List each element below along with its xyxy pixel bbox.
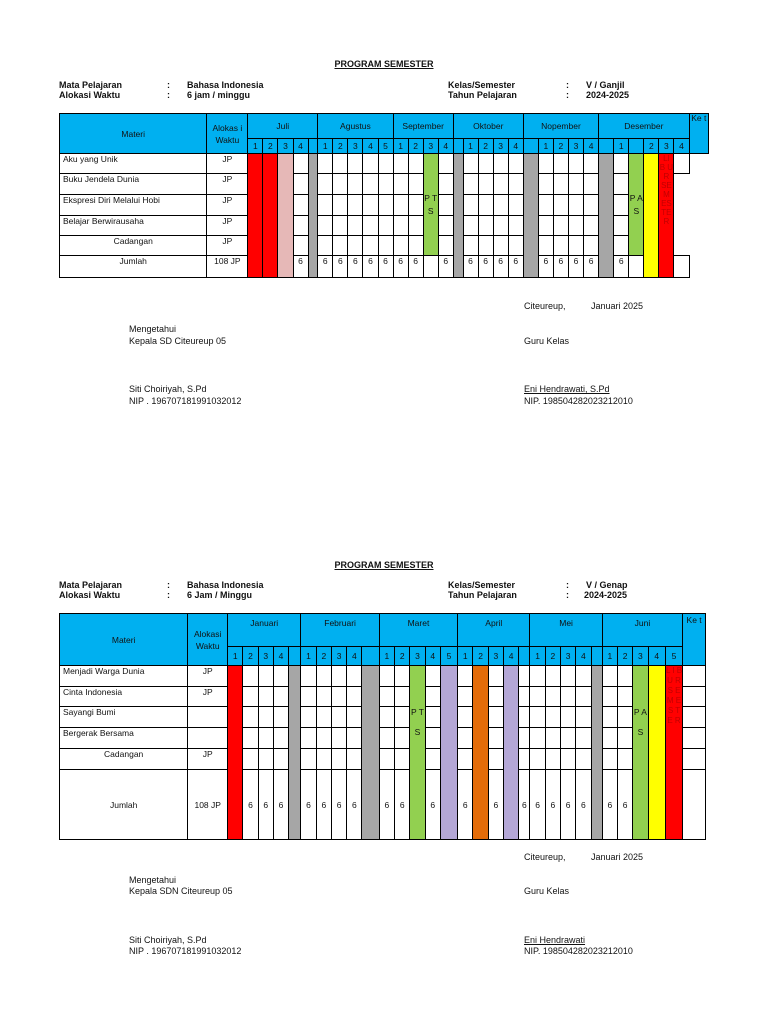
week-number: 3 <box>423 139 438 154</box>
week-number: 3 <box>493 139 508 154</box>
month-header: Oktober <box>453 114 523 139</box>
materi-cell: Cadangan <box>60 236 207 256</box>
colon: : <box>167 90 170 100</box>
table-row <box>60 154 709 174</box>
jumlah-label: Jumlah <box>60 770 188 840</box>
guru-nip-2: NIP. 198504282023212010 <box>524 946 633 956</box>
table-row <box>60 666 706 687</box>
place-date: Citeureup, <box>524 301 566 311</box>
table-row <box>60 749 706 770</box>
month-header: Agustus <box>318 114 393 139</box>
jp-cell: JP <box>207 174 248 195</box>
month-header: April <box>458 614 530 647</box>
alokasi-value-2: 6 Jam / Minggu <box>187 590 253 600</box>
pts-cell: P T S <box>410 666 425 840</box>
week-number: 1 <box>463 139 478 154</box>
month-header: Juli <box>248 114 318 139</box>
jp-cell <box>188 728 228 749</box>
jp-cell: JP <box>207 216 248 236</box>
month-header: Maret <box>379 614 457 647</box>
jp-cell <box>188 707 228 728</box>
week-number: 2 <box>644 139 659 154</box>
page-title-1: PROGRAM SEMESTER <box>334 59 434 69</box>
tahun-value-1: 2024-2025 <box>586 90 630 100</box>
kepala-nip: NIP . 196707181991032012 <box>129 396 242 406</box>
pts-cell: P T S <box>423 154 438 256</box>
colon: : <box>167 590 170 600</box>
materi-cell: Aku yang Unik <box>60 154 207 174</box>
week-number: 1 <box>614 139 629 154</box>
materi-cell: Ekspresi Diri Melalui Hobi <box>60 195 207 216</box>
materi-cell: Menjadi Warga Dunia <box>60 666 188 687</box>
week-number: 2 <box>478 139 493 154</box>
week-number: 3 <box>568 139 583 154</box>
week-number: 4 <box>363 139 378 154</box>
table-row <box>60 687 706 707</box>
kepala-name: Siti Choiriyah, S.Pd <box>129 384 207 394</box>
week-number <box>629 139 644 154</box>
colon: : <box>566 90 569 100</box>
materi-cell: Sayangi Bumi <box>60 707 188 728</box>
month-header: Mei <box>530 614 602 647</box>
week-number: 4 <box>508 139 523 154</box>
guru-name-2: Eni Hendrawati <box>524 935 586 945</box>
jumlah-row: Jumlah 108 JP 6 6 6 6 6 6 6 6 6 6 6 6 6 6 6 6 6 6 6 <box>60 770 706 840</box>
week-number: 2 <box>263 139 278 154</box>
jp-cell: JP <box>188 687 228 707</box>
jumlah-jp: 108 JP <box>188 770 228 840</box>
materi-cell: Bergerak Bersama <box>60 728 188 749</box>
tahun-label-2: Tahun Pelajaran <box>448 590 517 600</box>
jp-cell: JP <box>188 666 228 687</box>
mengetahui-label: Mengetahui <box>129 324 177 334</box>
schedule-table-2: Materi Alokasi Waktu Januari Februari Maret April Mei Juni Ke t 1 2 3 4 1 2 3 4 1 2 3 4 5 1 2 3 4 1 2 3 4 1 2 3 4 5 Menjadi Warga Dunia JP P T S P A S L I B U R S E M E S T E R Cinta Indonesia JP Sayangi Bumi Bergerak Bersama Cadangan JP Jumlah 108 JP 6 6 6 6 6 6 6 6 6 6 6 6 6 6 6 6 6 6 6 <box>59 613 706 840</box>
guru-nip: NIP. 198504282023212010 <box>524 396 633 406</box>
materi-cell: Belajar Berwirausaha <box>60 216 207 236</box>
month-header: Desember <box>599 114 689 139</box>
materi-cell: Buku Jendela Dunia <box>60 174 207 195</box>
schedule-table-1 <box>59 113 709 278</box>
week-number <box>523 139 538 154</box>
month-header: Februari <box>301 614 379 647</box>
mapel-value-1: Bahasa Indonesia <box>187 80 264 90</box>
jumlah-label: Jumlah <box>60 256 207 278</box>
materi-cell: Cinta Indonesia <box>60 687 188 707</box>
alokasi-header: Alokas i Waktu <box>207 114 248 154</box>
month-header: Nopember <box>523 114 598 139</box>
materi-cell: Cadangan <box>60 749 188 770</box>
colon: : <box>167 80 170 90</box>
place-date-2: Citeureup, <box>524 852 566 862</box>
kepala-title: Kepala SD Citeureup 05 <box>129 336 227 346</box>
week-number: 2 <box>333 139 348 154</box>
kelas-value-2: V / Genap <box>586 580 628 590</box>
tahun-value-2: 2024-2025 <box>584 590 628 600</box>
jp-cell: JP <box>207 236 248 256</box>
week-number: 1 <box>248 139 263 154</box>
alokasi-label-2: Alokasi Waktu <box>59 590 121 600</box>
jumlah-row: Jumlah 108 JP 6 6 6 6 6 6 6 6 6 6 6 6 6 6 6 6 6 6 <box>60 256 709 278</box>
alokasi-label-1: Alokasi Waktu <box>59 90 121 100</box>
ket-header: Ke t <box>689 114 708 154</box>
jumlah-jp: 108 JP <box>207 256 248 278</box>
alokasi-value-1: 6 jam / minggu <box>187 90 251 100</box>
alokasi-header: Alokasi Waktu <box>188 614 228 666</box>
libur-cell: LI B U R SE M ES TE R <box>659 154 674 278</box>
week-number: 3 <box>659 139 674 154</box>
kepala-name-2: Siti Choiriyah, S.Pd <box>129 935 207 945</box>
month-header: Juni <box>602 614 682 647</box>
pas-cell: P A S <box>633 666 648 840</box>
colon: : <box>566 580 569 590</box>
week-number: 1 <box>393 139 408 154</box>
tahun-label-1: Tahun Pelajaran <box>448 90 517 100</box>
kepala-title-2: Kepala SDN Citeureup 05 <box>129 886 233 896</box>
week-number: 3 <box>278 139 293 154</box>
libur-cell: L I B U R S E M E S T E R <box>665 666 682 840</box>
week-number: 4 <box>293 139 308 154</box>
date-month: Januari 2025 <box>591 301 644 311</box>
week-number <box>308 139 318 154</box>
page-title-2: PROGRAM SEMESTER <box>334 560 434 570</box>
jp-cell: JP <box>207 195 248 216</box>
mengetahui-label-2: Mengetahui <box>129 875 177 885</box>
kelas-label-1: Kelas/Semester <box>448 80 516 90</box>
materi-header: Materi <box>60 114 207 154</box>
mapel-value-2: Bahasa Indonesia <box>187 580 264 590</box>
week-number: 2 <box>408 139 423 154</box>
table-row <box>60 707 706 728</box>
guru-name: Eni Hendrawati, S.Pd <box>524 384 610 394</box>
jp-cell: JP <box>188 749 228 770</box>
materi-header: Materi <box>60 614 188 666</box>
guru-title-2: Guru Kelas <box>524 886 570 896</box>
week-number <box>453 139 463 154</box>
week-number <box>599 139 614 154</box>
week-number: 3 <box>348 139 363 154</box>
kepala-nip-2: NIP . 196707181991032012 <box>129 946 242 956</box>
week-number: 4 <box>584 139 599 154</box>
month-header: September <box>393 114 453 139</box>
week-number: 1 <box>318 139 333 154</box>
week-number: 4 <box>438 139 453 154</box>
month-header: Januari <box>228 614 301 647</box>
colon: : <box>566 80 569 90</box>
week-number: 4 <box>674 139 689 154</box>
pas-cell: P A S <box>629 154 644 256</box>
mapel-label-2: Mata Pelajaran <box>59 580 123 590</box>
colon: : <box>566 590 569 600</box>
date-month-2: Januari 2025 <box>591 852 644 862</box>
week-number: 1 <box>538 139 553 154</box>
ket-header: Ke t <box>683 614 706 666</box>
guru-title: Guru Kelas <box>524 336 570 346</box>
kelas-label-2: Kelas/Semester <box>448 580 516 590</box>
week-number: 2 <box>553 139 568 154</box>
kelas-value-1: V / Ganjil <box>586 80 625 90</box>
table-row <box>60 728 706 749</box>
jp-cell: JP <box>207 154 248 174</box>
colon: : <box>167 580 170 590</box>
mapel-label-1: Mata Pelajaran <box>59 80 123 90</box>
week-number: 5 <box>378 139 393 154</box>
